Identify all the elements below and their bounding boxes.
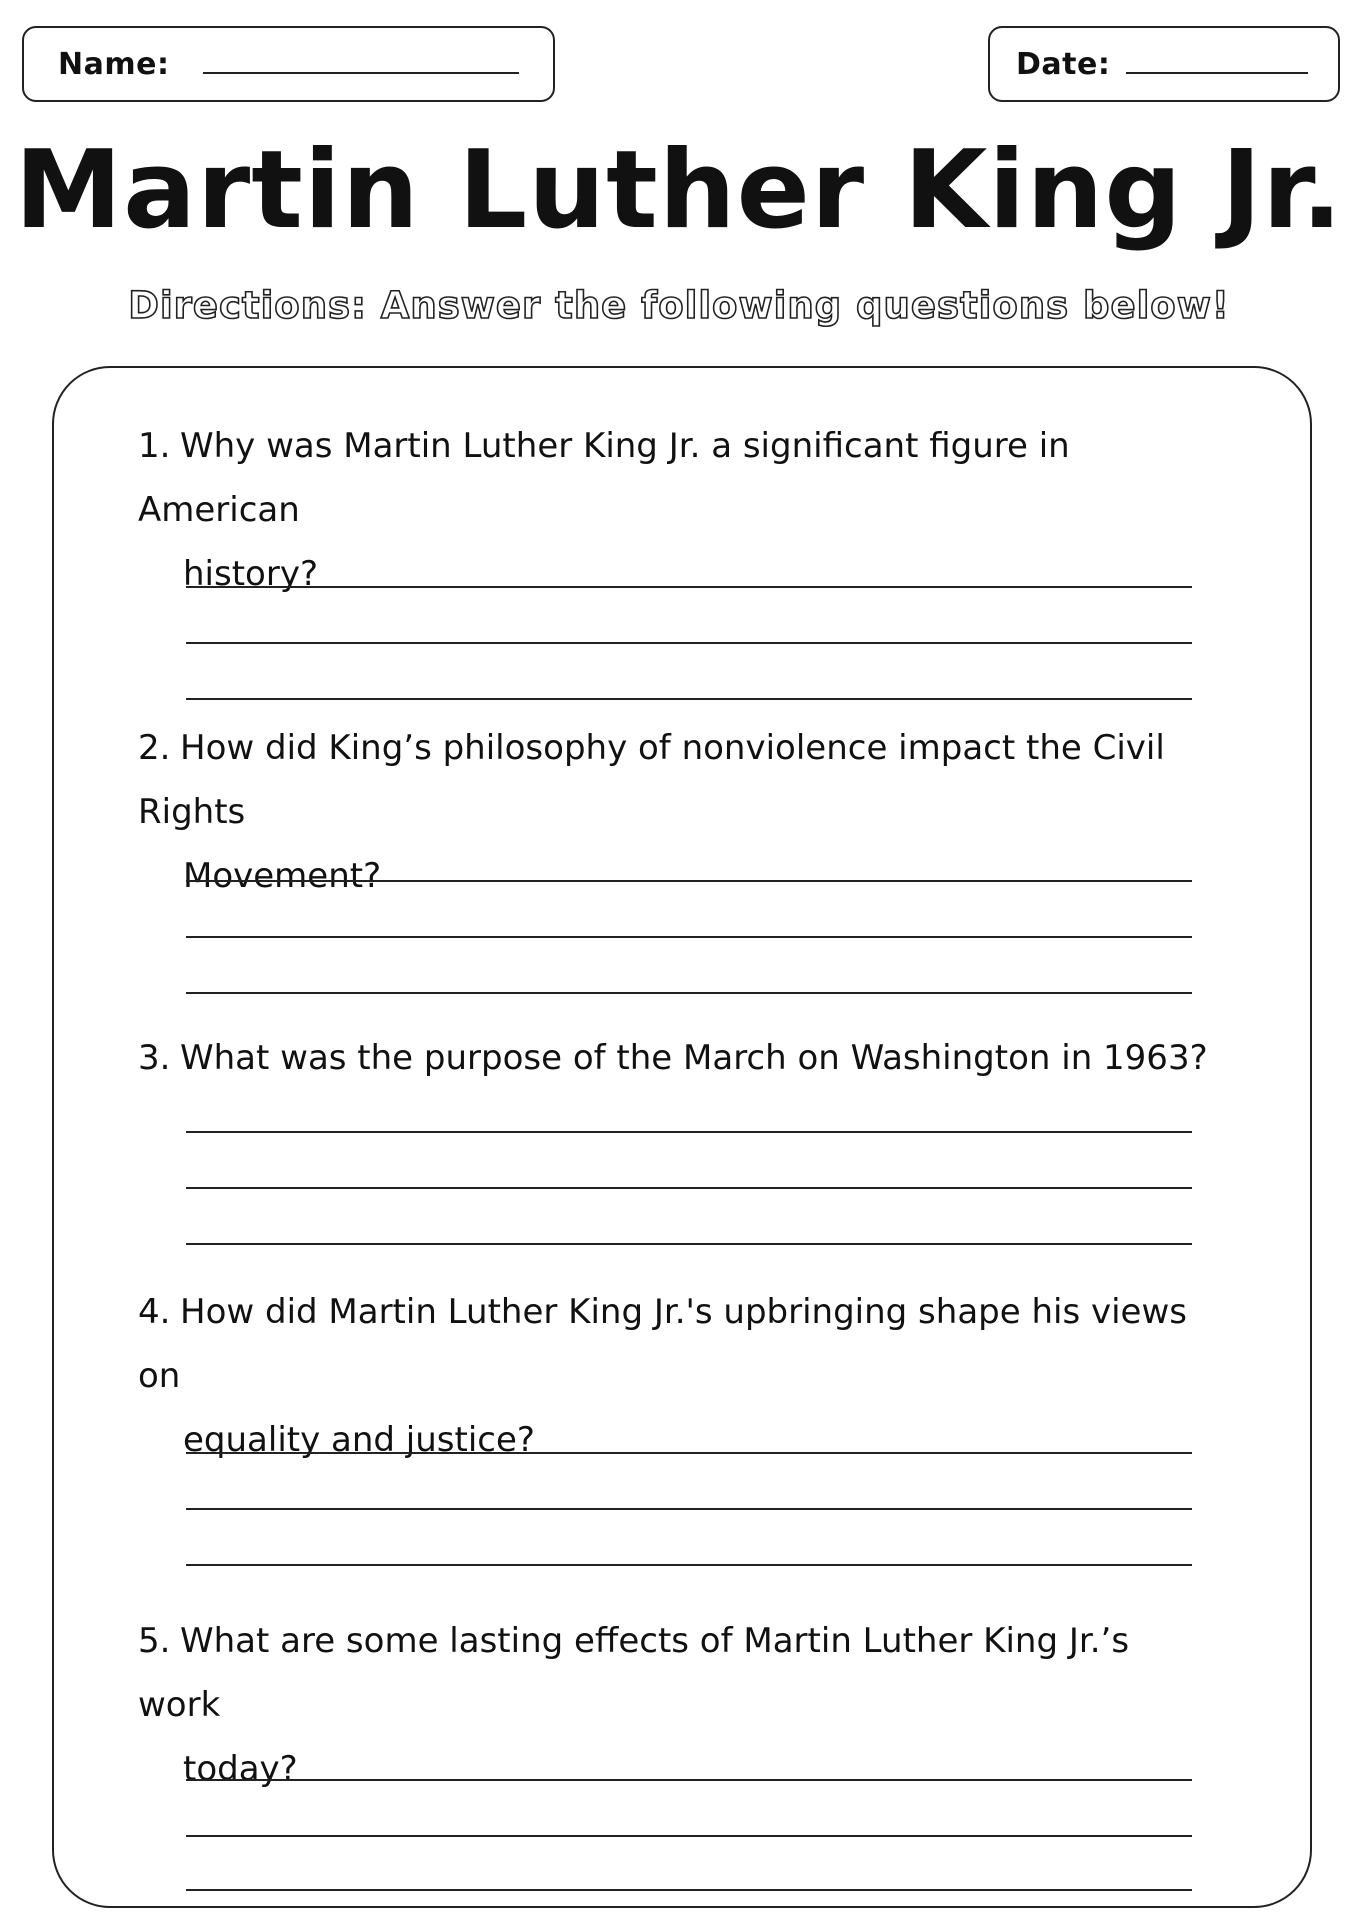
answer-line-4c[interactable] bbox=[186, 1564, 1192, 1566]
name-label: Name: bbox=[58, 46, 170, 82]
question-text: How did King’s philosophy of nonviolence impact the Civil Rights bbox=[138, 728, 1165, 832]
answer-line-2a[interactable] bbox=[186, 880, 1192, 882]
directions-text: Directions: Answer the following questions below! bbox=[128, 284, 1230, 327]
question-5 bbox=[138, 1609, 1218, 1801]
answer-line-2b[interactable] bbox=[186, 936, 1192, 938]
answer-line-1a[interactable] bbox=[186, 586, 1192, 588]
question-number: 3. bbox=[138, 1038, 171, 1078]
question-text-continued: equality and justice? bbox=[183, 1420, 535, 1460]
answer-line-5b[interactable] bbox=[186, 1835, 1192, 1837]
answer-line-4a[interactable] bbox=[186, 1452, 1192, 1454]
answer-line-3a[interactable] bbox=[186, 1131, 1192, 1133]
answer-line-5a[interactable] bbox=[186, 1779, 1192, 1781]
question-text: Why was Martin Luther King Jr. a significant figure in American bbox=[138, 426, 1070, 530]
question-text-continued: history? bbox=[183, 554, 318, 594]
answer-line-3b[interactable] bbox=[186, 1187, 1192, 1189]
date-input-line[interactable] bbox=[1126, 72, 1308, 74]
question-number: 2. bbox=[138, 728, 171, 768]
date-field-box bbox=[988, 26, 1340, 102]
answer-line-3c[interactable] bbox=[186, 1243, 1192, 1245]
page-title: Martin Luther King Jr. bbox=[14, 128, 1344, 253]
answer-line-4b[interactable] bbox=[186, 1508, 1192, 1510]
answer-line-1c[interactable] bbox=[186, 698, 1192, 700]
question-number: 4. bbox=[138, 1292, 171, 1332]
answer-line-1b[interactable] bbox=[186, 642, 1192, 644]
question-4 bbox=[138, 1280, 1218, 1472]
date-label: Date: bbox=[1016, 46, 1111, 82]
question-1 bbox=[138, 414, 1218, 606]
question-number: 5. bbox=[138, 1621, 171, 1661]
answer-line-5c[interactable] bbox=[186, 1889, 1192, 1891]
answer-line-2c[interactable] bbox=[186, 992, 1192, 994]
question-text-continued: Movement? bbox=[183, 856, 382, 896]
name-input-line[interactable] bbox=[203, 72, 519, 74]
question-text-continued: today? bbox=[183, 1749, 298, 1789]
question-3 bbox=[138, 1026, 1218, 1090]
question-text: How did Martin Luther King Jr.'s upbringing shape his views on bbox=[138, 1292, 1187, 1396]
question-text: What was the purpose of the March on Washington in 1963? bbox=[180, 1038, 1208, 1078]
question-text: What are some lasting effects of Martin Luther King Jr.’s work bbox=[138, 1621, 1130, 1725]
name-field-box bbox=[22, 26, 555, 102]
question-number: 1. bbox=[138, 426, 171, 466]
